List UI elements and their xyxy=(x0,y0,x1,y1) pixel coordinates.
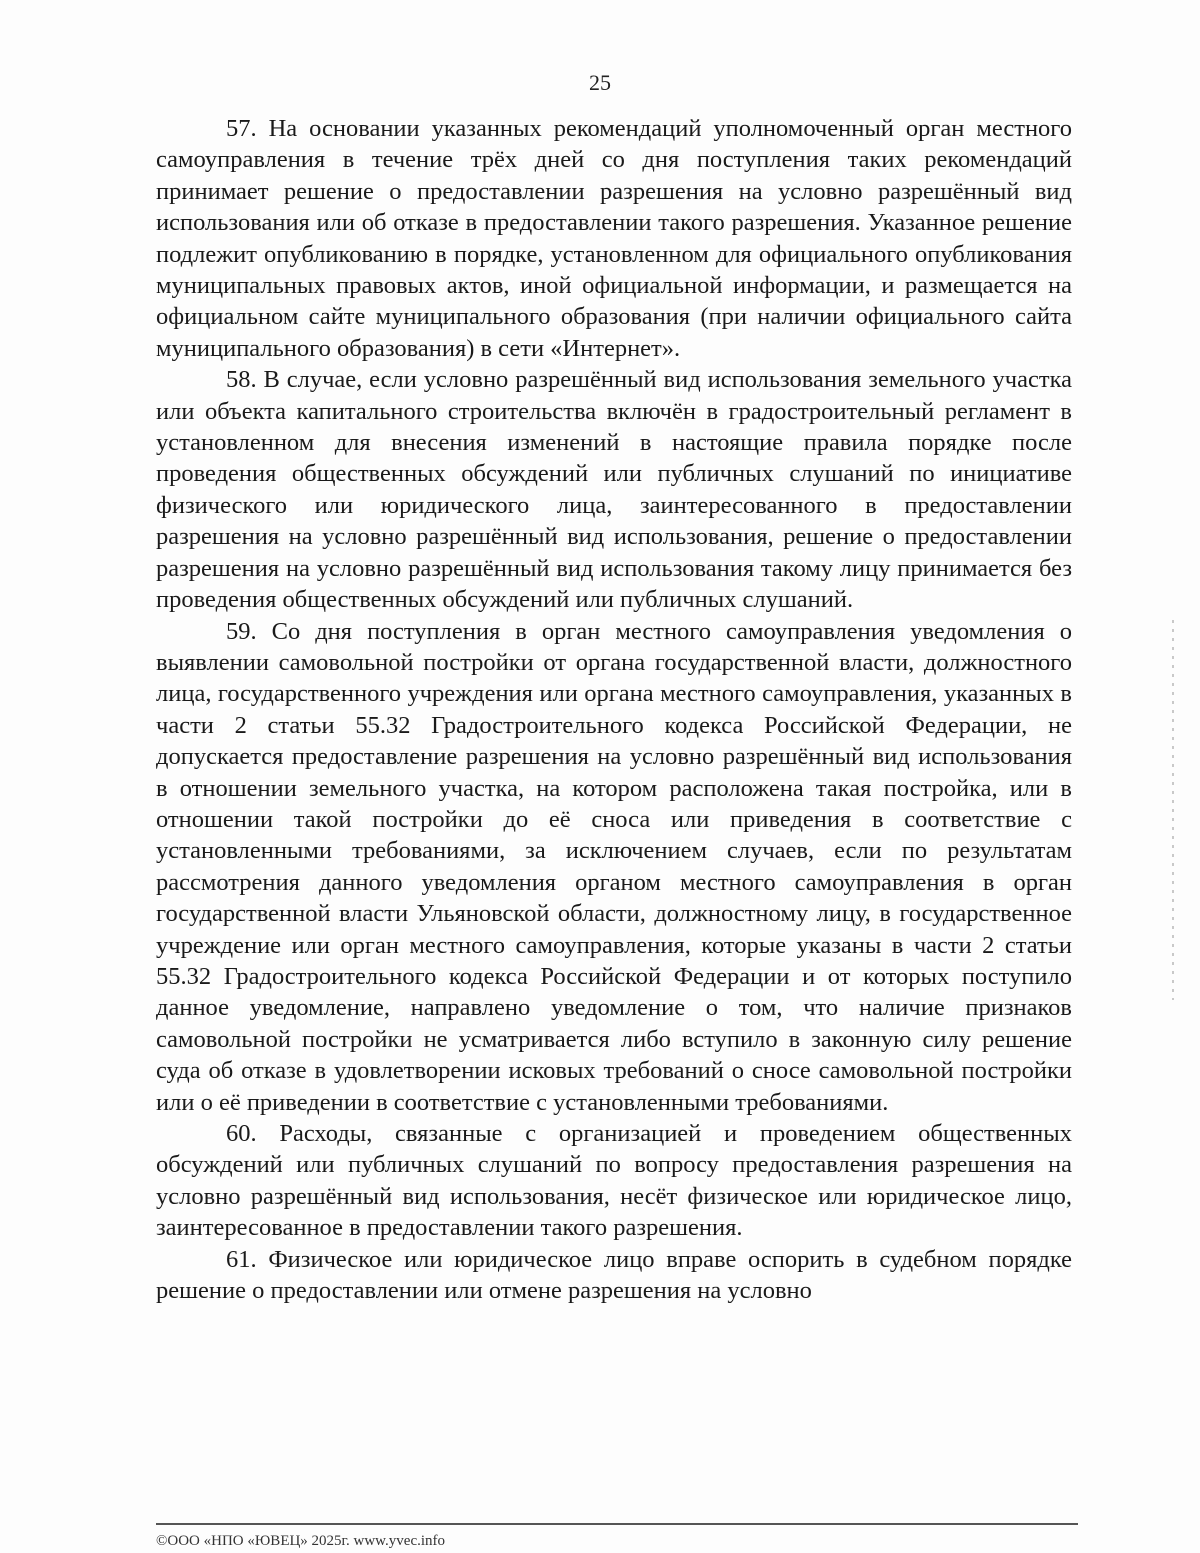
scan-edge-marks xyxy=(1172,620,1174,1000)
paragraph-61: 61. Физическое или юридическое лицо вправе оспорить в судебном порядке решение о предоставлении или отмене разрешения на условно xyxy=(156,1245,1072,1305)
document-body xyxy=(156,113,1072,1306)
page-number: 25 xyxy=(589,70,611,95)
paragraph-59: 59. Со дня поступления в орган местного самоуправления уведомления о выявлении самовольной постройки от органа государственной власти, должностного лица, государственного учреждения или органа местного самоуправления, указанных в части 2 статьи 55.32 Градостроительного кодекса Российской Федерации, не допускается предоставление разрешения на условно разрешённый вид использования в отношении земельного участка, на котором расположена такая постройка, или в отношении такой постройки до её сноса или приведения в соответствие с установленными требованиями, за исключением случаев, если по результатам рассмотрения данного уведомления органом местного самоуправления в орган государственной власти Ульяновской области, должностному лицу, в государственное учреждение или орган местного самоуправления, которые указаны в части 2 статьи 55.32 Градостроительного кодекса Российской Федерации и от которых поступило данное уведомление, направлено уведомление о том, что наличие признаков самовольной постройки не усматривается либо вступило в законную силу решение суда об отказе в удовлетворении исковых требований о сносе самовольной постройки или о её приведении в соответствие с установленными требованиями. xyxy=(156,617,1072,1116)
paragraph-57: 57. На основании указанных рекомендаций уполномоченный орган местного самоуправления в течение трёх дней со дня поступления таких рекомендаций принимает решение о предоставлении разрешения на условно разрешённый вид использования или об отказе в предоставлении такого разрешения. Указанное решение подлежит опубликованию в порядке, установленном для официального опубликования муниципальных правовых актов, иной официальной информации, и размещается на официальном сайте муниципального образования (при наличии официального сайта муниципального образования) в сети «Интернет». xyxy=(156,115,1072,362)
footer-copyright: ©ООО «НПО «ЮВЕЦ» 2025г. www.yvec.info xyxy=(156,1533,446,1549)
paragraph-60: 60. Расходы, связанные с организацией и проведением общественных обсуждений или публичных слушаний по вопросу предоставления разрешения на условно разрешённый вид использования, несёт физическое или юридическое лицо, заинтересованное в предоставлении такого разрешения. xyxy=(156,1120,1072,1242)
footer-divider xyxy=(156,1523,1078,1525)
paragraph-58: 58. В случае, если условно разрешённый вид использования земельного участка или объекта капитального строительства включён в градостроительный регламент в установленном для внесения изменений в настоящие правила порядке после проведения общественных обсуждений или публичных слушаний по инициативе физического или юридического лица, заинтересованного в предоставлении разрешения на условно разрешённый вид использования, решение о предоставлении разрешения на условно разрешённый вид использования такому лицу принимается без проведения общественных обсуждений или публичных слушаний. xyxy=(156,366,1072,614)
